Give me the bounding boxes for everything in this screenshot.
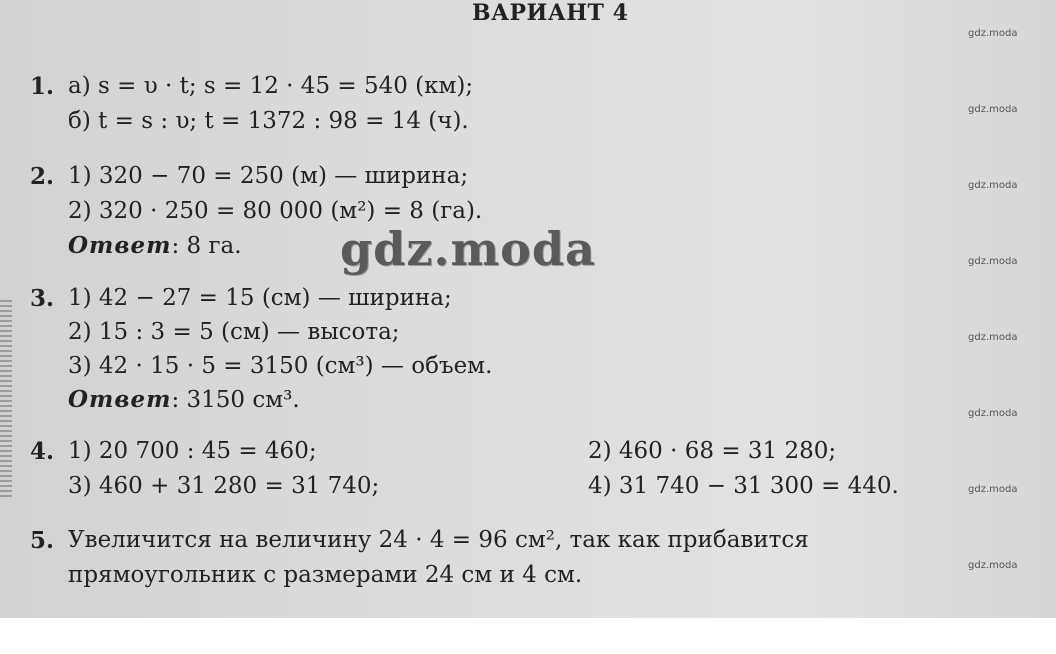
- watermark: gdz.moda: [968, 28, 1018, 39]
- watermark-logo: gdz.moda: [340, 222, 596, 276]
- watermark: gdz.moda: [968, 408, 1018, 419]
- solution-line: Увеличится на величину 24 · 4 = 96 см², так как прибавится: [68, 527, 809, 553]
- answer-line: [68, 386, 300, 413]
- solution-line: 2) 320 · 250 = 80 000 (м²) = 8 (га).: [68, 198, 483, 224]
- answer-value: : 8 га.: [171, 233, 242, 259]
- answer-label: Ответ: [68, 386, 172, 413]
- watermark: gdz.moda: [968, 484, 1018, 495]
- watermark: gdz.moda: [968, 180, 1018, 191]
- page-title: ВАРИАНТ 4: [472, 0, 629, 26]
- answer-line: [68, 232, 242, 259]
- solution-line: б) t = s : υ; t = 1372 : 98 = 14 (ч).: [68, 108, 469, 134]
- watermark: gdz.moda: [968, 104, 1018, 115]
- watermark: gdz.moda: [968, 256, 1018, 267]
- solution-line: 3) 42 · 15 · 5 = 3150 (см³) — объем.: [68, 353, 493, 379]
- watermark: gdz.moda: [968, 332, 1018, 343]
- solution-line: 4) 31 740 − 31 300 = 440.: [588, 473, 899, 499]
- solution-line: 2) 460 · 68 = 31 280;: [588, 438, 837, 464]
- watermark: gdz.moda: [968, 560, 1018, 571]
- problem-number: 2.: [30, 163, 55, 190]
- answer-value: : 3150 см³.: [171, 387, 300, 413]
- solution-line: 1) 42 − 27 = 15 (см) — ширина;: [68, 285, 452, 311]
- problem-number: 4.: [30, 438, 55, 465]
- problem-number: 3.: [30, 285, 55, 312]
- problem-number: 5.: [30, 527, 55, 554]
- solution-line: а) s = υ · t; s = 12 · 45 = 540 (км);: [68, 73, 474, 99]
- solution-line: прямоугольник с размерами 24 см и 4 см.: [68, 562, 583, 588]
- solution-line: 3) 460 + 31 280 = 31 740;: [68, 473, 380, 499]
- problem-number: 1.: [30, 73, 55, 100]
- solution-line: 1) 20 700 : 45 = 460;: [68, 438, 317, 464]
- solution-line: 1) 320 − 70 = 250 (м) — ширина;: [68, 163, 469, 189]
- binding-edge: [0, 300, 12, 500]
- answer-label: Ответ: [68, 232, 172, 259]
- solution-line: 2) 15 : 3 = 5 (см) — высота;: [68, 319, 400, 345]
